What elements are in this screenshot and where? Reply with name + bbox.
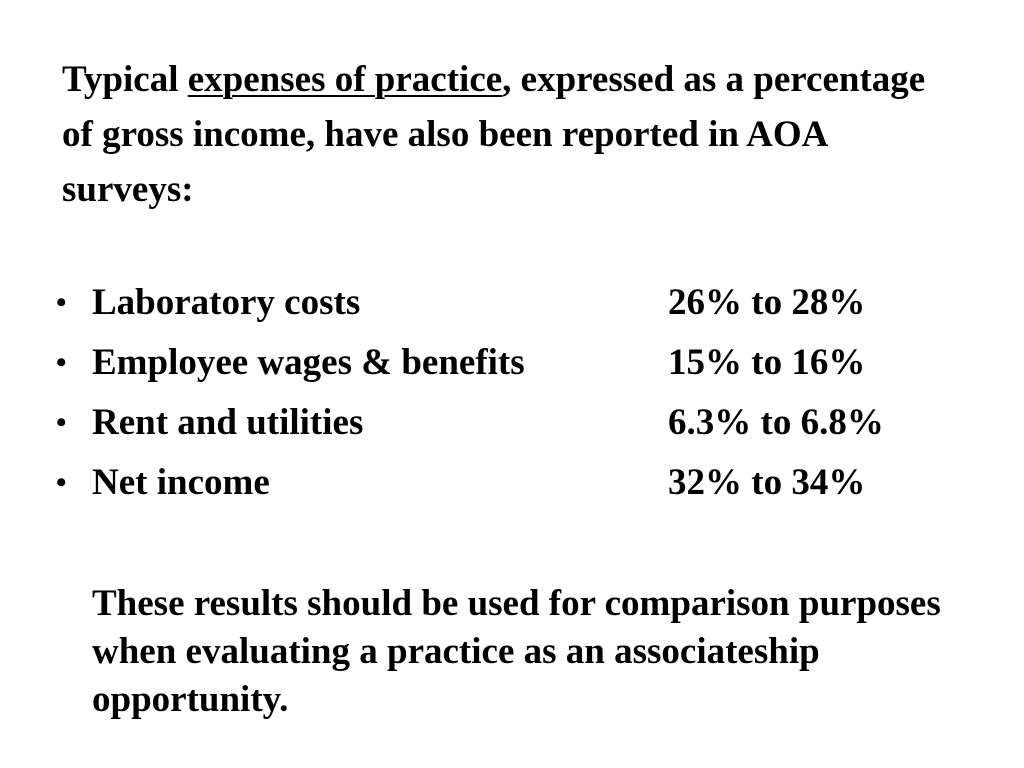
expense-range: 6.3% to 6.8% bbox=[668, 402, 884, 443]
bullet-icon: • bbox=[56, 466, 67, 499]
expense-label: Employee wages & benefits bbox=[92, 342, 525, 383]
closing-paragraph: These results should be used for comparison purposes when evaluating a practice as an associateship opportunity. bbox=[92, 583, 941, 720]
expense-range: 32% to 34% bbox=[668, 462, 866, 503]
bullet-icon: • bbox=[56, 346, 67, 379]
expense-label: Net income bbox=[92, 462, 270, 503]
expense-label: Rent and utilities bbox=[92, 402, 364, 443]
expense-range: 15% to 16% bbox=[668, 342, 866, 383]
list-item bbox=[0, 333, 1024, 393]
list-item bbox=[0, 273, 1024, 333]
intro-suffix: , expressed as a percentage of gross income, have also been reported in AOA surveys: bbox=[62, 59, 926, 210]
list-item bbox=[0, 393, 1024, 453]
intro-paragraph bbox=[62, 52, 962, 217]
bullet-icon: • bbox=[56, 286, 67, 319]
expense-range: 26% to 28% bbox=[668, 282, 866, 323]
intro-prefix: Typical bbox=[62, 59, 188, 100]
bullet-icon: • bbox=[56, 406, 67, 439]
intro-underlined-term: expenses of practice bbox=[187, 59, 503, 100]
expense-label: Laboratory costs bbox=[92, 282, 361, 323]
list-item bbox=[0, 453, 1024, 513]
